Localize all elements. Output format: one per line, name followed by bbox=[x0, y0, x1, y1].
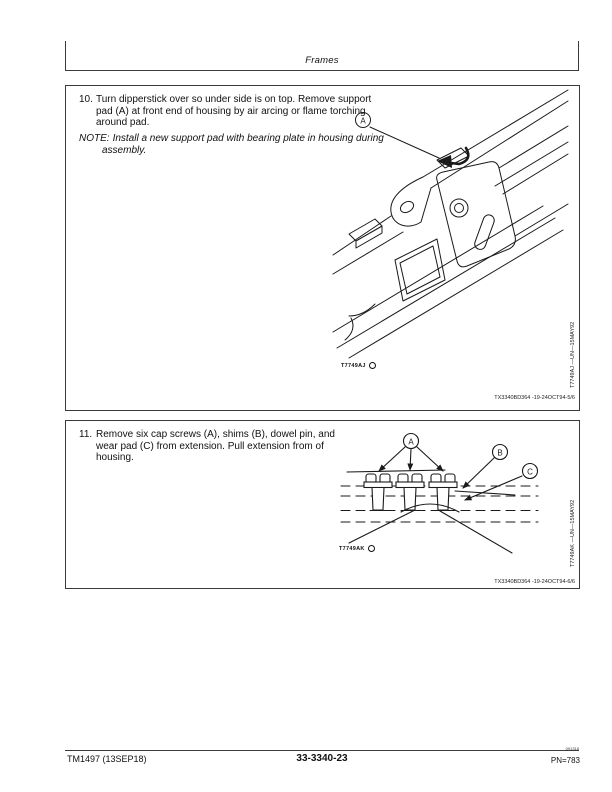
callout-b-label: B bbox=[497, 448, 503, 458]
step-11 bbox=[79, 429, 349, 464]
bracket-hole bbox=[398, 199, 415, 215]
step-10-panel bbox=[65, 85, 580, 411]
figure-id bbox=[339, 545, 375, 552]
window-inner bbox=[400, 246, 440, 294]
break-line bbox=[345, 318, 353, 340]
extension-line bbox=[349, 510, 415, 543]
cap-screw-group bbox=[364, 474, 392, 511]
callout-a-label: A bbox=[360, 116, 366, 126]
figure-id-label: T7749AJ bbox=[341, 362, 366, 369]
figure-caption: TX3340BD364 -19-24OCT94-5/6 bbox=[494, 395, 575, 401]
figure-logo-icon bbox=[368, 545, 375, 552]
figure-side-caption: T7749AK —UN—15MAY92 bbox=[570, 499, 576, 567]
extension-line bbox=[440, 511, 512, 553]
figure-caption: TX3340BD364 -19-24OCT94-6/6 bbox=[494, 579, 575, 585]
step-number: 11. bbox=[79, 429, 93, 440]
cap-screw-group bbox=[429, 474, 457, 511]
dipperstick-figure bbox=[332, 88, 569, 388]
callout-a-arrow bbox=[417, 447, 443, 471]
figure-id-label: T7749AK bbox=[339, 545, 365, 552]
figure-id bbox=[341, 362, 376, 369]
note-text: Install a new support pad with bearing plate in housing during assembly. bbox=[102, 133, 384, 156]
footer-print-code: 091318 bbox=[565, 746, 579, 751]
window-outer bbox=[395, 239, 445, 301]
plate-hole-inner bbox=[455, 204, 464, 213]
plate-hole-outer bbox=[450, 199, 468, 217]
step-10 bbox=[79, 94, 374, 129]
callout-b-arrow bbox=[463, 458, 494, 488]
left-pad-top bbox=[349, 219, 382, 241]
callout-a-arrow bbox=[379, 447, 405, 471]
footer-page-number: 33-3340-23 bbox=[296, 753, 348, 764]
housing-edge bbox=[347, 470, 445, 472]
footer-pn: PN=783 bbox=[550, 756, 580, 765]
footer-manual-number: TM1497 (13SEP18) bbox=[67, 754, 147, 764]
figure-side-caption: T7749AJ —UN—15MAY92 bbox=[570, 321, 576, 388]
step-11-panel bbox=[65, 420, 580, 589]
step-text: Remove six cap screws (A), shims (B), dowel pin, and wear pad (C) from extension. Pull extension from of housing. bbox=[96, 429, 335, 463]
removal-arrow-head bbox=[437, 155, 452, 168]
page-title: Frames bbox=[305, 55, 339, 66]
callout-a-label: A bbox=[408, 437, 414, 447]
removal-arrow bbox=[451, 148, 468, 164]
extension-figure bbox=[332, 425, 564, 575]
callout-a-arrow bbox=[410, 449, 411, 470]
note-label: NOTE: bbox=[79, 133, 110, 144]
header-rule bbox=[65, 70, 579, 71]
figure-logo-icon bbox=[369, 362, 376, 369]
step-text: Turn dipperstick over so under side is on top. Remove support pad (A) at front end of housing by air arcing or flame torching around pad. bbox=[96, 94, 372, 128]
callout-a-leader bbox=[370, 127, 439, 158]
callout-c-label: C bbox=[527, 467, 533, 477]
support-pad bbox=[437, 148, 469, 168]
arm-bottom-edge bbox=[431, 101, 568, 188]
footer-rule bbox=[65, 750, 579, 751]
step-number: 10. bbox=[79, 94, 93, 105]
